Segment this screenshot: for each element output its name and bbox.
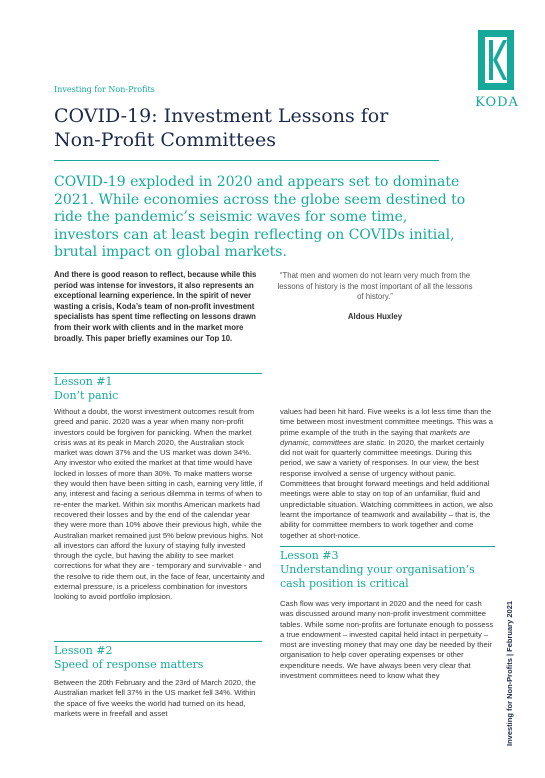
lesson-3-number: Lesson #3 xyxy=(280,549,339,562)
brand-name: KODA xyxy=(475,95,519,110)
lesson-3-heading xyxy=(280,549,495,591)
lesson-3-title: Understanding your organisation’s cash position is critical xyxy=(280,563,475,590)
lesson-1-title: Don’t panic xyxy=(54,389,119,402)
lesson-3-body: Cash flow was very important in 2020 and the need for cash was discussed around many non-profit investment committee tables. While some non-profits are fortunate enough to possess a true endowment – invested capital held intact in perpetuity – most are investing money that may one day be needed by their organisation to help cover operating expenses or other expenditure needs. We have always been very clear that investment committees need to know what they xyxy=(280,599,494,681)
lesson-2-body: Between the 20th February and the 23rd of March 2020, the Australian market fell 37% in the US market fell 34%. Within the space of five weeks the world had turned on its head, markets were in freefall and asset xyxy=(54,678,256,718)
lesson-1-divider xyxy=(54,373,262,374)
page-title-line-2: Non-Profit Committees xyxy=(54,129,276,151)
kicker: Investing for Non-Profits xyxy=(54,85,155,94)
koda-logo-icon xyxy=(478,30,514,90)
pull-quote xyxy=(275,271,475,321)
lesson-2-title: Speed of response matters xyxy=(54,658,204,671)
lesson-2-divider xyxy=(54,641,262,642)
lesson-3-divider xyxy=(280,546,495,547)
lesson-2-heading xyxy=(54,644,262,672)
lesson-1-number: Lesson #1 xyxy=(54,375,113,388)
side-label: Investing for Non-Profits | February 2021 xyxy=(505,600,514,746)
lesson-2-continued-text-2: In 2020, the market certainly did not wait for quarterly committee meetings. During this period, we saw a variety of responses. In our view, the best response involved a sense of urgency without panic. Committees that brought forward meetings and held additional meetings were able to stay on top of an unfamiliar, fluid and unpredictable situation. Watching committees in action, we also learnt the importance of teamwork and availability – that is, the ability for committee members to work together and come together at short-notice. xyxy=(280,437,493,540)
lesson-1-body: Without a doubt, the worst investment outcomes result from greed and panic. 2020 was a year when many non-profit investors could be forgiven for panicking. When the market crisis was at its peak in March 2020, the Australian stock market was down 37% and the US market was down 34%. Any investor who exited the market at that time would have locked in losses of more than 30%. To make matters worse they would then have been sitting in cash, earning very little, if any, interest and facing a serious dilemma in terms of when to re-enter the market. Within six months American markets had recovered their losses and by the end of the calendar year they were more than 10% above their previous high, while the Australian market remained just 5% below previous highs. Not all investors can afford the luxury of staying fully invested through the cycle, but having the ability to see market corrections for what they are - temporary and survivable - and the resolve to ride them out, in the face of fear, uncertainty and external pressure, is a priceless combination for investors looking to avoid portfolio implosion. xyxy=(54,407,265,602)
lesson-2-number: Lesson #2 xyxy=(54,644,113,657)
lesson-2-continued-body xyxy=(280,407,495,541)
quote-author: Aldous Huxley xyxy=(347,311,403,321)
page-title-line-1: COVID-19: Investment Lessons for xyxy=(54,105,389,127)
lesson-2-continued-text-1: values had been hit hard. Five weeks is a lot less time than the time between most investment committee meetings. This was a prime example of the truth in the saying that xyxy=(280,407,493,437)
lesson-2-emphasis: markets are dynamic, committees are static. xyxy=(280,427,470,447)
lead-paragraph: COVID-19 exploded in 2020 and appears set to dominate 2021. While economies across the globe seem destined to ride the pandemic’s seismic waves for some time, investors can at least begin reflecting on COVIDs initial, brutal impact on global markets. xyxy=(54,174,466,260)
title-divider xyxy=(54,160,439,161)
lesson-1-heading xyxy=(54,375,262,403)
quote-text: “That men and women do not learn very much from the lessons of history is the most important of all the lessons of history.” xyxy=(277,271,473,302)
intro-paragraph: And there is good reason to reflect, because while this period was intense for investors, it also represents an exceptional learning experience. In the spirit of never wasting a crisis, Koda’s team of non-profit investment specialists has spent time reflecting on lessons drawn from their work with clients and in the market more broadly. This paper briefly examines our Top 10. xyxy=(54,270,257,343)
page-title xyxy=(54,104,434,152)
